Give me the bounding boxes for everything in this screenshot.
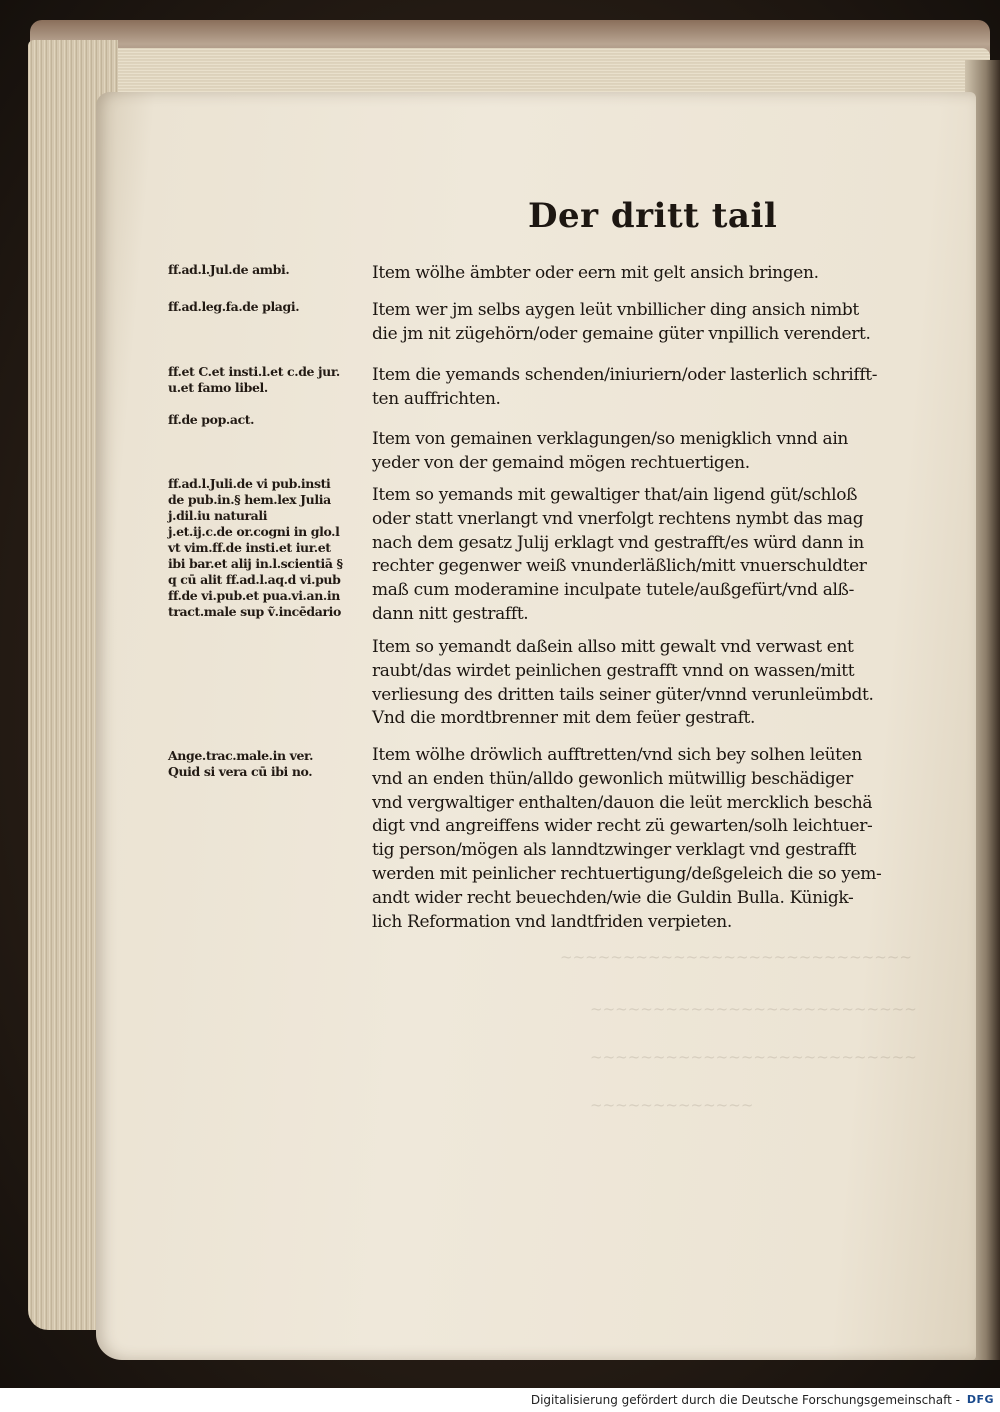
entry-6 — [372, 636, 902, 731]
entry-4 — [372, 428, 902, 476]
entry-line: Item von gemainen verklagungen/so menigklich vnnd ain — [372, 429, 849, 449]
running-head: Der dritt tail — [528, 196, 778, 236]
entry-1 — [372, 262, 902, 286]
entry-line: rechter gegenwer weiß vnunderläßlich/mitt vnuerschuldter — [372, 556, 867, 577]
footer-credit: Digitalisierung gefördert durch die Deutsche Forschungsgemeinschaft - — [530, 1393, 960, 1407]
entry-line: vnd an enden thün/alldo gewonlich mütwillig beschädiger — [372, 768, 853, 789]
entry-line: Item so yemands mit gewaltiger that/ain ligend güt/schloß — [372, 485, 858, 505]
show-through-text: ~~~~~~~~~~~~~~~~~~~~~~~~~~~~ — [560, 948, 912, 966]
entry-line: Item wölhe dröwlich aufftretten/vnd sich bey solhen leüten — [372, 745, 862, 765]
entry-line: ten auffrichten. — [372, 388, 501, 409]
entry-line: Vnd die mordtbrenner mit dem feüer gestraft. — [372, 708, 756, 729]
entry-line: tig person/mögen als lanndtzwinger verklagt vnd gestrafft — [372, 840, 857, 861]
entry-line: Item so yemandt daßein allso mitt gewalt vnd verwast ent — [372, 637, 854, 657]
margin-note-1 — [168, 262, 348, 278]
margin-note-line: ff.de pop.act. — [168, 412, 255, 427]
entry-line: andt wider recht beuechden/wie die Guldin Bulla. Künigk- — [372, 887, 854, 908]
margin-note-2 — [168, 299, 348, 315]
margin-note-3 — [168, 364, 348, 396]
entry-2 — [372, 299, 902, 347]
entry-3 — [372, 364, 902, 412]
entry-line: digt vnd angreiffens wider recht zü gewarten/solh leichtuer- — [372, 816, 873, 837]
margin-note-line: Ange.trac.male.in ver. — [168, 748, 314, 763]
entry-line: die jm nit zügehörn/oder gemaine güter vnpillich verendert. — [372, 323, 871, 344]
entry-line: werden mit peinlicher rechtuertigung/deßgeleich die so yem- — [372, 863, 882, 884]
dfg-logo: DFG — [966, 1393, 994, 1406]
margin-note-line: ff.de vi.pub.et pua.vi.an.in — [168, 588, 340, 603]
entry-line: lich Reformation vnd landtfriden verpieten. — [372, 911, 732, 932]
show-through-text: ~~~~~~~~~~~~~ — [590, 1096, 754, 1114]
entry-line: Item wer jm selbs aygen leüt vnbillicher ding ansich nimbt — [372, 300, 859, 320]
margin-note-line: vt vim.ff.de insti.et iur.et — [168, 540, 331, 555]
margin-note-line: ibi bar.et alij in.l.scientiā § — [168, 556, 343, 571]
entry-line: dann nitt gestrafft. — [372, 603, 529, 624]
margin-note-line: j.dil.iu naturali — [168, 508, 268, 523]
entry-line: Item die yemands schenden/iniuriern/oder lasterlich schrifft- — [372, 365, 878, 385]
entry-5 — [372, 484, 902, 627]
entry-line: verliesung des dritten tails seiner güter/vnnd verunleümbdt. — [372, 684, 874, 705]
entry-line: vnd vergwaltiger enthalten/dauon die leüt mercklich beschä — [372, 792, 873, 813]
show-through-text: ~~~~~~~~~~~~~~~~~~~~~~~~~~ — [590, 1048, 917, 1066]
entry-line: raubt/das wirdet peinlichen gestrafft vnnd on wassen/mitt — [372, 660, 855, 681]
margin-note-line: j.et.ij.c.de or.cogni in glo.l — [168, 524, 340, 539]
entry-line: Item wölhe ämbter oder eern mit gelt ansich bringen. — [372, 263, 819, 283]
margin-note-6 — [168, 748, 348, 780]
margin-note-line: Quid si vera cū ibi no. — [168, 764, 313, 779]
margin-note-line: de pub.in.§ hem.lex Julia — [168, 492, 331, 507]
margin-note-line: ff.et C.et insti.l.et c.de jur. — [168, 364, 340, 379]
margin-note-line: ff.ad.l.Jul.de ambi. — [168, 262, 290, 277]
margin-note-5 — [168, 476, 348, 620]
margin-note-line: ff.ad.l.Juli.de vi pub.insti — [168, 476, 331, 491]
margin-note-line: tract.male sup ṽ.incēdario — [168, 604, 341, 619]
margin-note-4 — [168, 412, 348, 428]
margin-note-line: ff.ad.leg.fa.de plagi. — [168, 299, 300, 314]
show-through-text: ~~~~~~~~~~~~~~~~~~~~~~~~~~ — [590, 1000, 917, 1018]
entry-line: yeder von der gemaind mögen rechtuertigen. — [372, 452, 750, 473]
entry-7 — [372, 744, 902, 934]
entry-line: maß cum moderamine inculpate tutele/außgefürt/vnd alß- — [372, 580, 854, 601]
digitization-footer — [0, 1388, 1000, 1412]
margin-note-line: u.et famo libel. — [168, 380, 268, 395]
entry-line: oder statt vnerlangt vnd vnerfolgt rechtens nymbt das mag — [372, 508, 864, 529]
margin-note-line: q cū alit ff.ad.l.aq.d vi.pub — [168, 572, 341, 587]
entry-line: nach dem gesatz Julij erklagt vnd gestrafft/es würd dann in — [372, 532, 864, 553]
